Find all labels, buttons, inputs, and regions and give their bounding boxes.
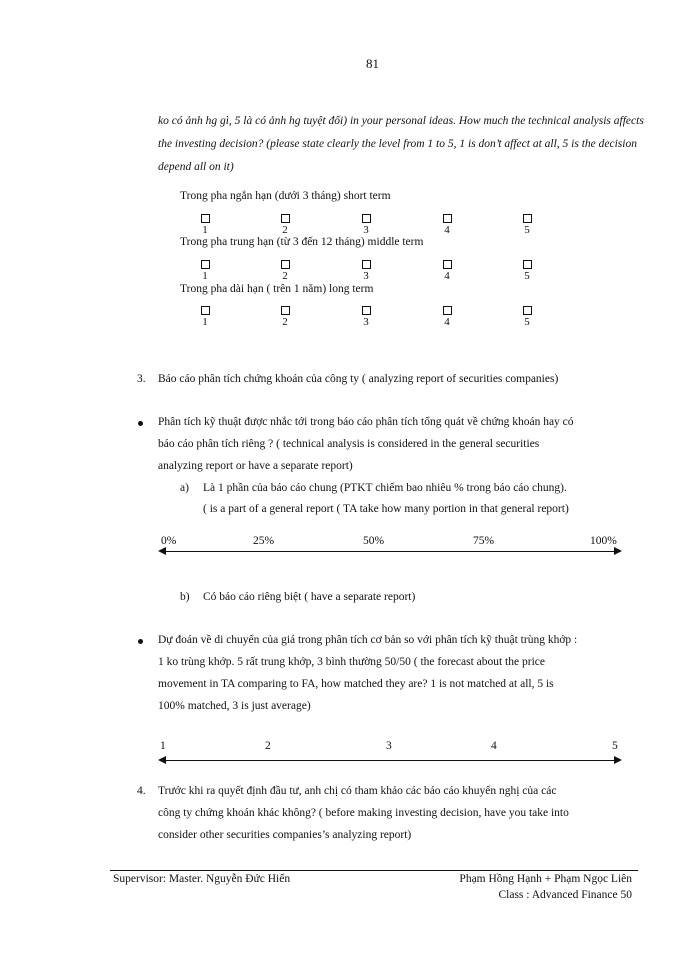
match-axis-line bbox=[164, 760, 618, 761]
percent-tick-50: 50% bbox=[363, 535, 385, 547]
scale-option[interactable]: 3 bbox=[358, 306, 374, 328]
bullet-2-line-4: 100% matched, 3 is just average) bbox=[158, 700, 311, 712]
match-tick-1: 1 bbox=[160, 740, 166, 752]
option-a-line-2: ( is a part of a general report ( TA take how many portion in that general report) bbox=[203, 503, 569, 515]
item-3-text: Báo cáo phân tích chứng khoán của công ty ( analyzing report of securities companies) bbox=[158, 373, 559, 385]
checkbox-icon[interactable] bbox=[523, 260, 532, 269]
checkbox-icon[interactable] bbox=[443, 260, 452, 269]
scale-option[interactable]: 1 bbox=[197, 260, 213, 282]
checkbox-icon[interactable] bbox=[362, 306, 371, 315]
percent-axis-line bbox=[164, 551, 618, 552]
checkbox-icon[interactable] bbox=[523, 214, 532, 223]
percent-tick-0: 0% bbox=[161, 535, 177, 547]
scale-option[interactable]: 4 bbox=[439, 260, 455, 282]
footer-class: Class : Advanced Finance 50 bbox=[498, 889, 632, 901]
option-a-label: a) bbox=[180, 482, 189, 494]
page-number: 81 bbox=[366, 56, 379, 71]
scale-option[interactable]: 5 bbox=[519, 214, 535, 236]
phase-long-term-label: Trong pha dài hạn ( trên 1 năm) long term bbox=[180, 283, 374, 295]
bullet-icon bbox=[138, 639, 143, 644]
checkbox-icon[interactable] bbox=[443, 214, 452, 223]
option-a-line-1: Là 1 phần của báo cáo chung (PTKT chiếm bao nhiêu % trong báo cáo chung). bbox=[203, 482, 567, 494]
percent-tick-25: 25% bbox=[253, 535, 275, 547]
arrow-right-icon bbox=[614, 756, 622, 764]
bullet-icon bbox=[138, 421, 143, 426]
scale-option[interactable]: 5 bbox=[519, 260, 535, 282]
bullet-1-line-1: Phân tích kỹ thuật được nhắc tới trong báo cáo phân tích tổng quát về chứng khoán hay có bbox=[158, 416, 574, 428]
scale-option[interactable]: 4 bbox=[439, 306, 455, 328]
scale-option[interactable]: 2 bbox=[277, 306, 293, 328]
checkbox-icon[interactable] bbox=[281, 260, 290, 269]
option-b-label: b) bbox=[180, 591, 190, 603]
scale-option[interactable]: 1 bbox=[197, 214, 213, 236]
scale-option[interactable]: 2 bbox=[277, 260, 293, 282]
checkbox-icon[interactable] bbox=[281, 214, 290, 223]
checkbox-icon[interactable] bbox=[523, 306, 532, 315]
item-3-number: 3. bbox=[137, 373, 146, 385]
checkbox-icon[interactable] bbox=[362, 214, 371, 223]
phase-short-term-label: Trong pha ngắn hạn (dưới 3 tháng) short term bbox=[180, 190, 391, 202]
match-tick-2: 2 bbox=[265, 740, 271, 752]
scale-option[interactable]: 3 bbox=[358, 214, 374, 236]
bullet-2-line-2: 1 ko trùng khớp. 5 rất trung khớp, 3 bình thường 50/50 ( the forecast about the price bbox=[158, 656, 545, 668]
arrow-right-icon bbox=[614, 547, 622, 555]
footer-authors: Phạm Hồng Hạnh + Phạm Ngọc Liên bbox=[459, 873, 632, 885]
match-tick-4: 4 bbox=[491, 740, 497, 752]
checkbox-icon[interactable] bbox=[362, 260, 371, 269]
scale-option[interactable]: 3 bbox=[358, 260, 374, 282]
phase-middle-term-label: Trong pha trung hạn (từ 3 đến 12 tháng) middle term bbox=[180, 236, 424, 248]
checkbox-icon[interactable] bbox=[281, 306, 290, 315]
match-tick-5: 5 bbox=[612, 740, 618, 752]
bullet-1-line-2: báo cáo phân tích riêng ? ( technical analysis is considered in the general securities bbox=[158, 438, 540, 450]
scale-option[interactable]: 5 bbox=[519, 306, 535, 328]
phase-long-term-scale bbox=[197, 306, 537, 334]
bullet-1-line-3: analyzing report or have a separate report) bbox=[158, 460, 353, 472]
percent-tick-100: 100% bbox=[590, 535, 617, 547]
match-tick-3: 3 bbox=[386, 740, 392, 752]
checkbox-icon[interactable] bbox=[443, 306, 452, 315]
intro-question-text: ko có ảnh hg gì, 5 là có ảnh hg tuyệt đối) in your personal ideas. How much the technical analysis affects the investing decision? (please state clearly the level from 1 to 5, 1 is don’t affect at all, 5 is the decision depend all on it) bbox=[158, 115, 644, 173]
footer-divider bbox=[110, 870, 638, 871]
footer-supervisor: Supervisor: Master. Nguyễn Đức Hiển bbox=[113, 873, 291, 885]
checkbox-icon[interactable] bbox=[201, 260, 210, 269]
option-b-text: Có báo cáo riêng biệt ( have a separate report) bbox=[203, 591, 416, 603]
item-4-line-3: consider other securities companies’s analyzing report) bbox=[158, 829, 412, 841]
scale-option[interactable]: 2 bbox=[277, 214, 293, 236]
checkbox-icon[interactable] bbox=[201, 214, 210, 223]
checkbox-icon[interactable] bbox=[201, 306, 210, 315]
scale-option[interactable]: 4 bbox=[439, 214, 455, 236]
item-4-line-1: Trước khi ra quyết định đầu tư, anh chị có tham khảo các báo cáo khuyến nghị của các bbox=[158, 785, 557, 797]
item-4-line-2: công ty chứng khoán khác không? ( before making investing decision, have you take into bbox=[158, 807, 569, 819]
percent-tick-75: 75% bbox=[473, 535, 495, 547]
scale-option[interactable]: 1 bbox=[197, 306, 213, 328]
bullet-2-line-3: movement in TA comparing to FA, how matched they are? 1 is not matched at all, 5 is bbox=[158, 678, 554, 690]
bullet-2-line-1: Dự đoán về di chuyển của giá trong phân tích cơ bản so với phân tích kỹ thuật trùng khớp : bbox=[158, 634, 578, 646]
item-4-number: 4. bbox=[137, 785, 146, 797]
